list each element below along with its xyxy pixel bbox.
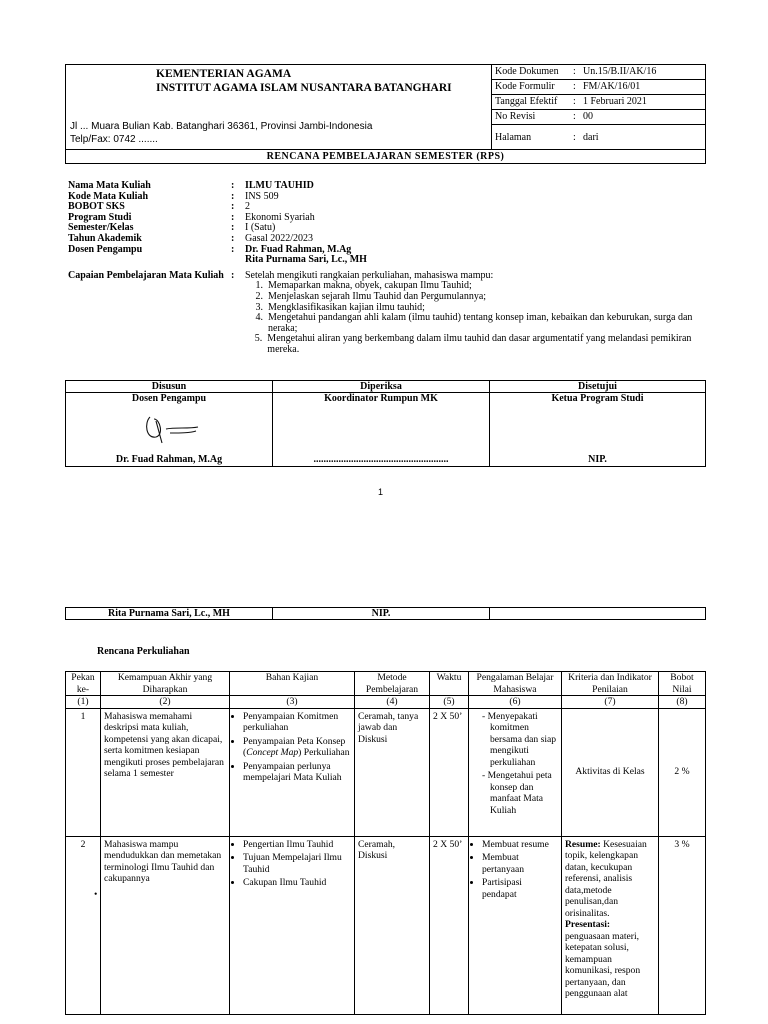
phone: Telp/Fax: 0742 ....... bbox=[70, 134, 158, 145]
signature-continuation bbox=[65, 607, 706, 620]
doc-meta-0: Kode Dokumen : Un.15/B.II/AK/16 bbox=[492, 65, 706, 80]
learning-outcomes: Capaian Pembelajaran Mata Kuliah : Setelah mengikuti rangkaian perkuliahan, mahasiswa mampu: 1. Memaparkan makna, obyek, cakupan Ilmu Tauhid; 2. Menjelaskan sejarah Ilmu Tauhid dan Pergumulannya; 3. Mengklasifikasikan kajian ilmu tauhid; 4. Mengetahui pandangan ahli kalam (ilmu tauhid) tentang konsep iman, kebaikan dan keburukan, surga dan neraka; 5. Mengetahui aliran yang berkembang dalam ilmu tauhid dan dasar argumentatif yang melandasi pemikiran mereka. bbox=[68, 271, 708, 356]
course-name: ILMU TAUHID bbox=[245, 180, 314, 191]
lecturers: Dr. Fuad Rahman, M.Ag Rita Purnama Sari, Lc., MH bbox=[245, 243, 367, 266]
sig-role-lecturer: Dosen Pengampu bbox=[131, 393, 207, 404]
doc-meta-2: Tanggal Efektif : 1 Februari 2021 bbox=[492, 95, 706, 110]
signature-image bbox=[136, 409, 206, 449]
cpl-item: 3. Mengklasifikasikan kajian ilmu tauhid; bbox=[255, 301, 425, 313]
ministry-name: KEMENTERIAN AGAMA bbox=[156, 68, 292, 80]
institute-name: INSTITUT AGAMA ISLAM NUSANTARA BATANGHARI bbox=[156, 82, 452, 94]
section-title: Rencana Perkuliahan bbox=[97, 646, 190, 657]
rps-title: RENCANA PEMBELAJARAN SEMESTER (RPS) bbox=[66, 150, 706, 164]
cpl-item: 2. Menjelaskan sejarah Ilmu Tauhid dan Pergumulannya; bbox=[255, 290, 487, 302]
sig-nip-2: NIP. bbox=[273, 608, 490, 620]
cpl-item: 5. Mengetahui aliran yang berkembang dalam ilmu tauhid dan dasar argumentatif yang melandasi pemikiran mereka. bbox=[254, 333, 692, 355]
sig-role-coordinator: Koordinator Rumpun MK bbox=[324, 393, 438, 404]
document-header bbox=[65, 64, 706, 164]
course-plan-table bbox=[65, 671, 706, 1015]
doc-meta-1: Kode Formulir : FM/AK/16/01 bbox=[492, 80, 706, 95]
doc-meta-3: No Revisi : 00 bbox=[492, 110, 706, 125]
sig-disetujui: Disetujui bbox=[490, 381, 706, 393]
sig-name-1: Dr. Fuad Rahman, M.Ag bbox=[115, 454, 223, 465]
semester: I (Satu) bbox=[245, 222, 276, 234]
sig-role-head: Ketua Program Studi bbox=[551, 393, 644, 404]
course-code: INS 509 bbox=[245, 190, 279, 202]
cpl-item: 4. Mengetahui pandangan ahli kalam (ilmu tauhid) tentang konsep iman, kebaikan dan keburukan, surga dan neraka; bbox=[255, 312, 693, 334]
doc-meta-4: Halaman : dari bbox=[492, 125, 706, 150]
institution-cell bbox=[66, 65, 492, 150]
plan-header-row: Pekan ke- Kemampuan Akhir yang Diharapkan Bahan Kajian Metode Pembelajaran Waktu Pengalaman Belajar Mahasiswa Kriteria dan Indikator Penilaian Bobot Nilai bbox=[66, 672, 706, 696]
sig-diperiksa: Diperiksa bbox=[273, 381, 490, 393]
sig-disusun: Disusun bbox=[66, 381, 273, 393]
course-info: Nama Mata Kuliah : ILMU TAUHID Kode Mata Kuliah : INS 509 BOBOT SKS : 2 Program Studi : Ekonomi Syariah Semester/Kelas : I (Satu) Tahun Akademik : Gasal 2022/2023 Dosen Pengampu : Dr. Fuad Rahman, M.Ag Rita Purnama Sari, Lc., MH Capaian Pembelajaran Mata Kuliah : Setelah mengikuti rangkaian perkuliahan, mahasiswa mampu: 1. Memaparkan makna, obyek, cakupan Ilmu Tauhid; 2. Menjelaskan sejarah Ilmu Tauhid dan Pergumulannya; 3. Mengklasifikasikan kajian ilmu tauhid; 4. Mengetahui pandangan ahli kalam (ilmu tauhid) tentang konsep iman, kebaikan dan keburukan, surga dan neraka; 5. Mengetahui aliran yang berkembang dalam ilmu tauhid dan dasar argumentatif yang melandasi pemikiran mereka. bbox=[68, 181, 708, 356]
page-number: 1 bbox=[378, 487, 384, 497]
address: Jl ... Muara Bulian Kab. Batanghari 36361, Provinsi Jambi-Indonesia bbox=[70, 121, 373, 132]
sig-nip: NIP. bbox=[588, 454, 607, 465]
sig-dots: ...................................................... bbox=[313, 454, 449, 465]
plan-number-row: (1) (2) (3) (4) (5) (6) (7) (8) bbox=[66, 696, 706, 709]
table-row: 2 Mahasiswa mampu mendudukkan dan memetakan terminologi Ilmu Tauhid dan cakupannya • • Pengertian Ilmu Tauhid • Tujuan Mempelajari Ilmu Tauhid • Cakupan Ilmu Tauhid Ceramah, Diskusi 2 X 50’ • Membuat resume • Membuat pertanyaan • Partisipasi pendapat Resume: Kesesuaian topik, kelengkapan datan, kecukupan referensi, analisis data,metode penulisan,dan orisinalitas. Presentasi: penguasaan materi, ketepatan solusi, kemampuan komunikasi, respon pertanyaan, dan penggunaan alat 3 % bbox=[66, 836, 706, 1014]
academic-year: Gasal 2022/2023 bbox=[245, 232, 314, 244]
signature-table bbox=[65, 380, 706, 467]
table-row: 1 Mahasiswa memahami deskripsi mata kuliah, kompetensi yang akan dicapai, serta komitmen kesiapan mengikuti proses pembelajaran selama 1 semester • Penyampaian Komitmen perkuliahan • Penyampaian Peta Konsep (Concept Map) Perkuliahan • Penyampaian perlunya mempelajari Mata Kuliah Ceramah, tanya jawab dan Diskusi 2 X 50’ - Menyepakati komitmen bersama dan siap mengikuti perkuliahan - Mengetahui peta konsep dan manfaat Mata Kuliah Aktivitas di Kelas 2 % bbox=[66, 708, 706, 836]
sig-name-2: Rita Purnama Sari, Lc., MH bbox=[66, 608, 273, 620]
cpl-item: 1. Memaparkan makna, obyek, cakupan Ilmu Tauhid; bbox=[255, 280, 472, 292]
study-program: Ekonomi Syariah bbox=[245, 211, 315, 223]
course-sks: 2 bbox=[245, 201, 250, 213]
